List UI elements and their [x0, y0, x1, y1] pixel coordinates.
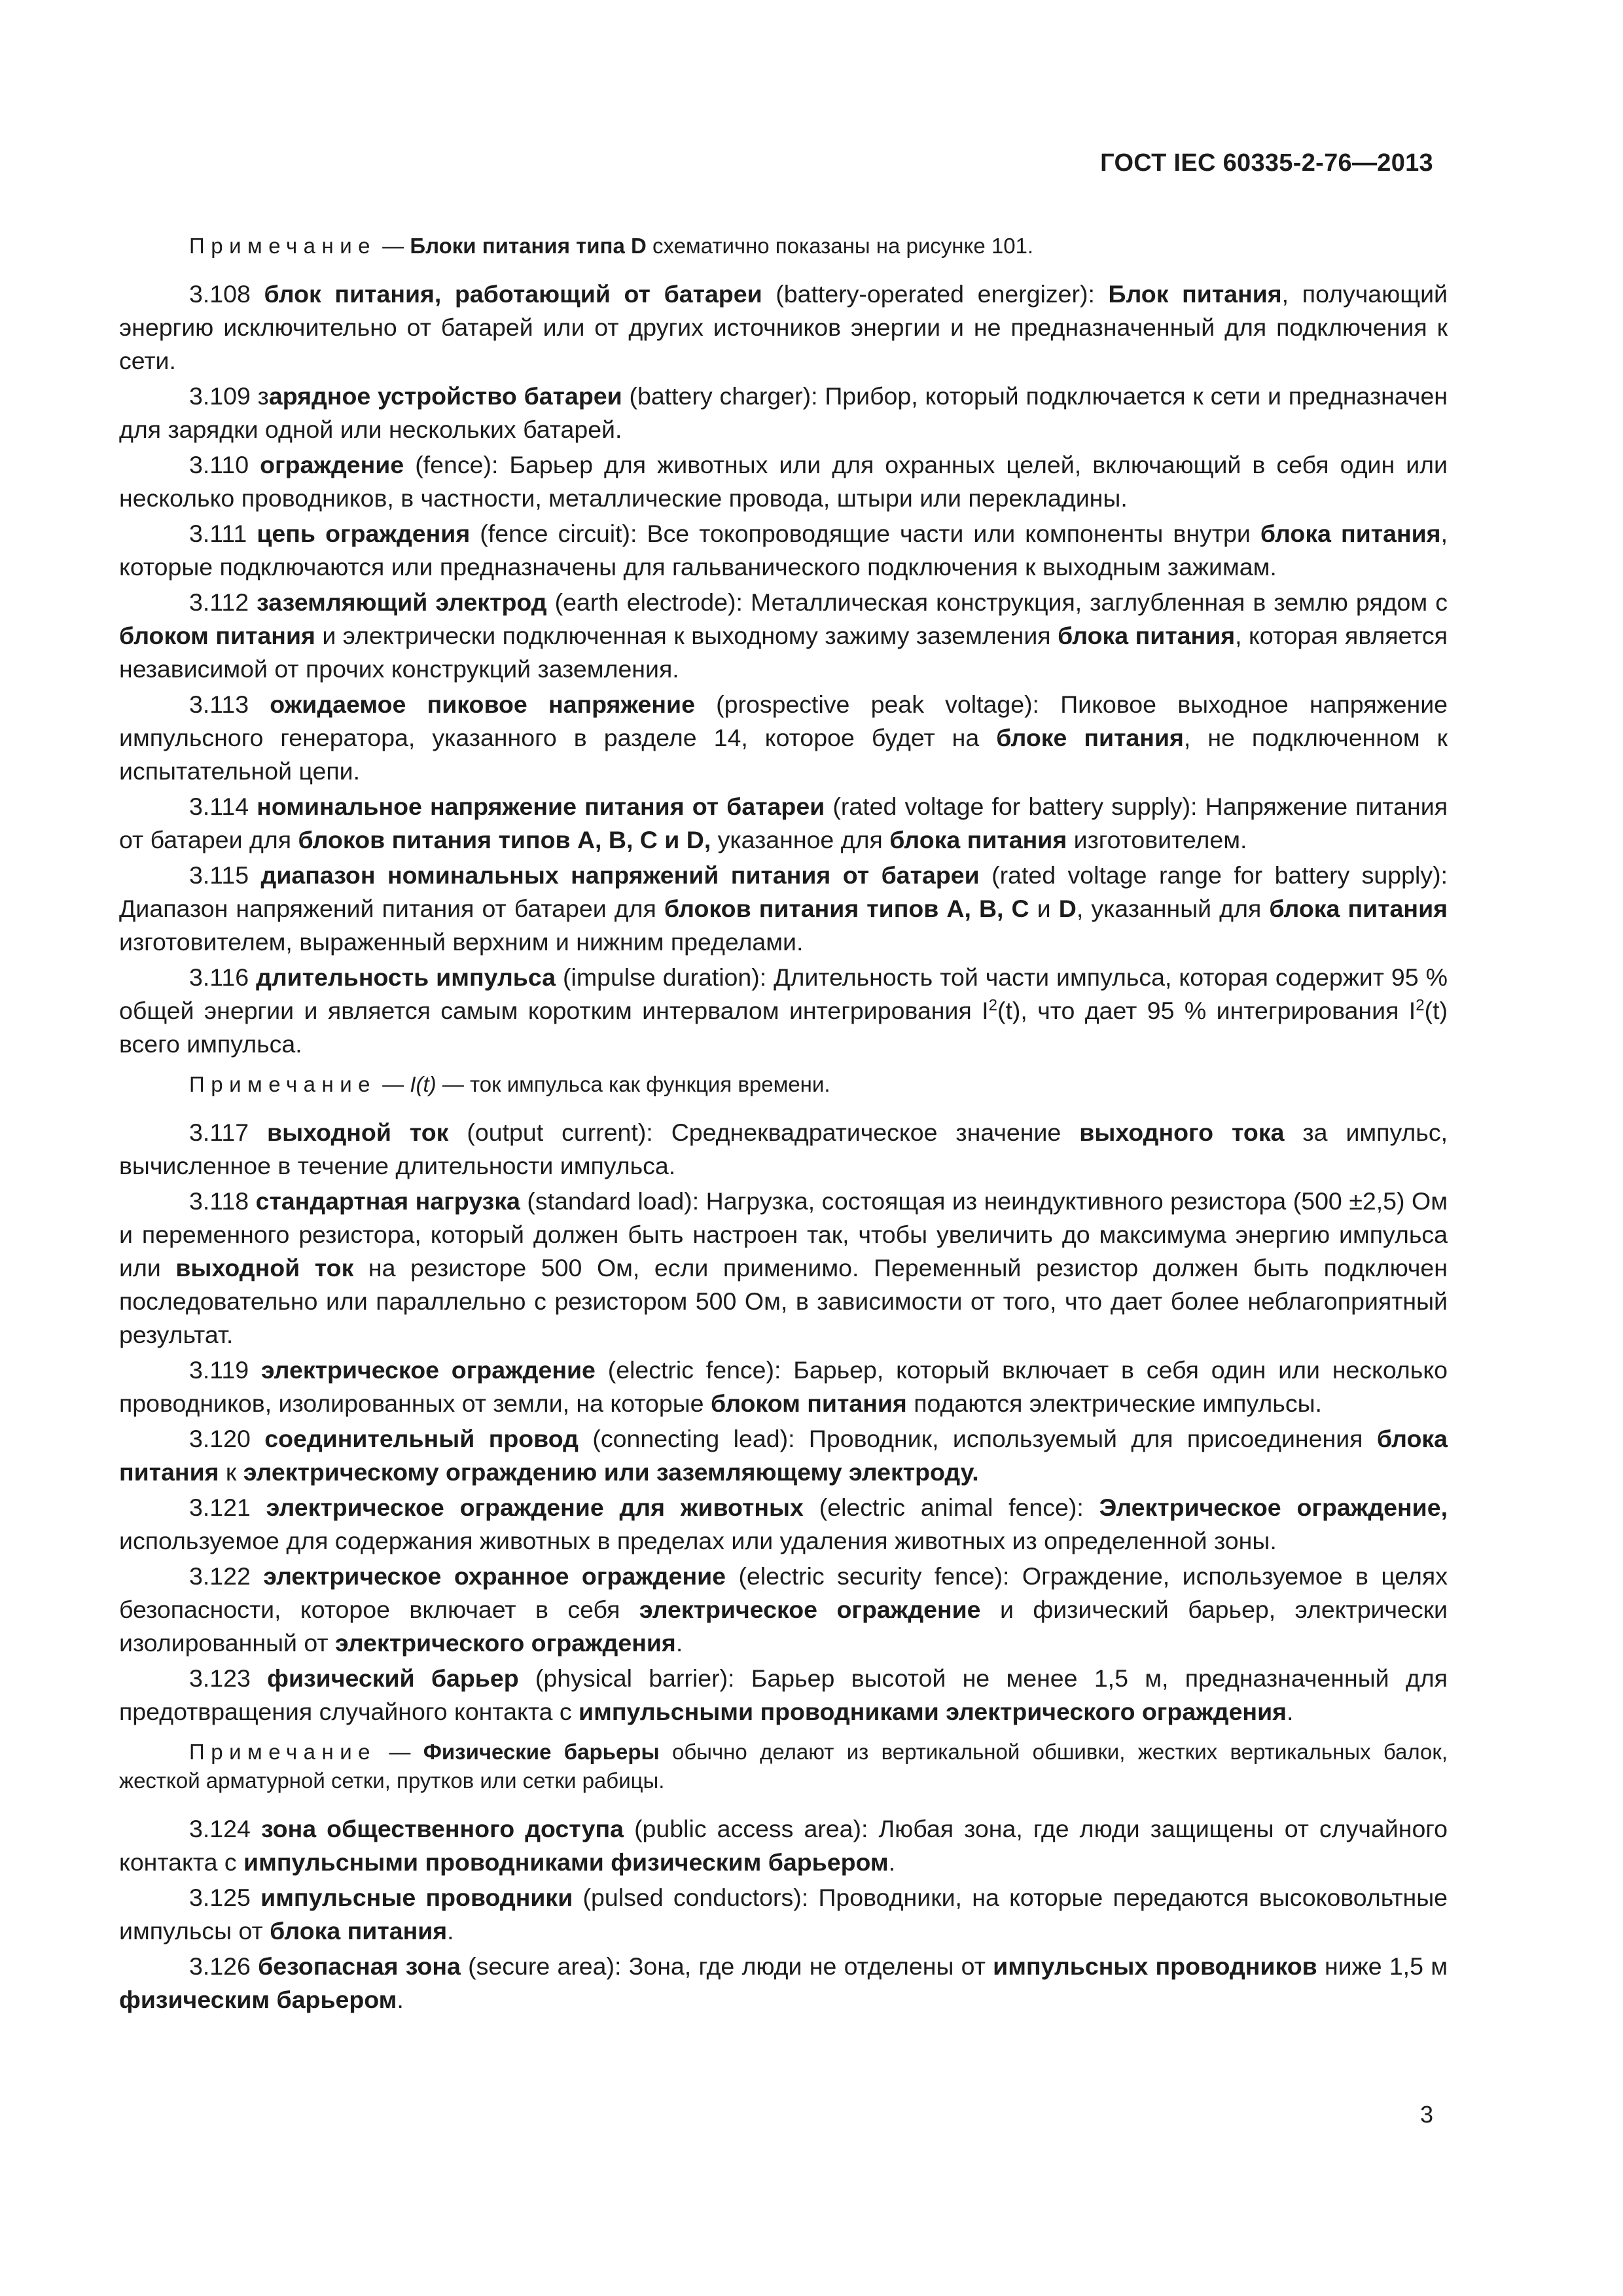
text-run: 3.111 — [189, 520, 257, 547]
term-bold: D — [1058, 895, 1077, 922]
text-run: . — [675, 1629, 683, 1657]
text-run: 2 — [1416, 996, 1425, 1014]
text-run: (rated voltage range for battery supply): Диапазон напряжений питания от батареи для — [119, 861, 1448, 922]
note-paragraph — [119, 1738, 1448, 1795]
text-run: — — [376, 1740, 423, 1764]
term-bold: импульсными проводниками физическим барьером — [243, 1848, 889, 1876]
definition-paragraph — [119, 688, 1448, 788]
term-bold: цепь ограждения — [257, 520, 471, 547]
definition-paragraph — [119, 1491, 1448, 1558]
text-run: . — [397, 1986, 404, 2013]
term-bold: ограждение — [260, 451, 404, 478]
term-bold: электрического ограждения — [335, 1629, 676, 1657]
term-bold: арядное устройство батареи — [268, 382, 622, 410]
text-run: схематично показаны на рисунке 101. — [646, 234, 1034, 258]
note-label: Примечание — [189, 1740, 377, 1764]
text-run: 3.113 — [189, 691, 270, 718]
term-bold: стандартная нагрузка — [255, 1187, 520, 1215]
term-bold: электрическое ограждение — [260, 1356, 596, 1384]
text-run: 2 — [988, 996, 997, 1014]
text-run: , которая является независимой от прочих конструкций заземления. — [119, 622, 1448, 683]
term-bold: диапазон номинальных напряжений питания от батареи — [260, 861, 980, 889]
text-run: I(t) — [410, 1072, 437, 1096]
term-bold: блоком питания — [119, 622, 315, 649]
text-run: (output current): Среднеквадратическое значение — [448, 1119, 1080, 1146]
term-bold: безопасная зона — [258, 1952, 461, 1980]
term-bold: блок питания, работающий от батареи — [264, 280, 762, 308]
text-run: (connecting lead): Проводник, используемый для присоединения — [578, 1425, 1377, 1452]
text-run: (battery charger): Прибор, который подключается к сети и предназначен для зарядки одной или нескольких батарей. — [119, 382, 1448, 443]
text-run: 3.112 — [189, 588, 257, 616]
text-run: (pulsed conductors): Проводники, на которые передаются высоковольтные импульсы от — [119, 1884, 1448, 1945]
text-run: 3.126 — [189, 1952, 259, 1980]
definition-paragraph — [119, 1422, 1448, 1489]
term-bold: импульсными проводниками электрического ограждения — [579, 1698, 1287, 1725]
note-label: Примечание — [189, 1072, 377, 1096]
text-run: , которые подключаются или предназначены для гальванического подключения к выходным зажимам. — [119, 520, 1448, 581]
term-bold: выходного тока — [1079, 1119, 1285, 1146]
definition-paragraph — [119, 586, 1448, 686]
term-bold: блока питания — [889, 826, 1067, 853]
term-bold: электрическое охранное ограждение — [263, 1562, 726, 1590]
term-bold: электрическому ограждению или заземляющему электроду. — [243, 1458, 979, 1486]
term-bold: Электрическое ограждение, — [1099, 1494, 1448, 1521]
text-run: 3.118 — [189, 1187, 256, 1215]
text-run: за импульс, вычисленное в течение длительности импульса. — [119, 1119, 1448, 1179]
term-bold: импульсные проводники — [260, 1884, 573, 1911]
text-run: изготовителем, выраженный верхним и нижним пределами. — [119, 928, 804, 956]
text-run: и электрически подключенная к выходному зажиму заземления — [315, 622, 1058, 649]
text-run: (physical barrier): Барьер высотой не менее 1,5 м, предназначенный для предотвращения случайного контакта с — [119, 1664, 1448, 1725]
text-run: (secure area): Зона, где люди не отделены от — [460, 1952, 993, 1980]
text-run: — — [376, 1072, 410, 1096]
term-bold: электрическое ограждение для животных — [266, 1494, 804, 1521]
page-number: 3 — [1419, 2101, 1433, 2128]
text-run: (public access area): Любая зона, где люди защищены от случайного контакта с — [119, 1815, 1448, 1876]
term-bold: блока питания — [1058, 622, 1236, 649]
text-run: — — [376, 234, 410, 258]
text-run: 3.110 — [189, 451, 260, 478]
term-bold: Блоки питания типа D — [410, 234, 647, 258]
text-run: к — [219, 1458, 243, 1486]
term-bold: блока питания — [1260, 520, 1441, 547]
text-run: (earth electrode): Металлическая конструкция, заглубленная в землю рядом с — [546, 588, 1448, 616]
text-run: (rated voltage for battery supply): Напряжение питания от батареи для — [119, 793, 1448, 853]
term-bold: блоком питания — [710, 1390, 907, 1417]
text-run: (electric fence): Барьер, который включает в себя один или несколько проводников, изолированных от земли, на которые — [119, 1356, 1448, 1417]
term-bold: соединительный провод — [264, 1425, 579, 1452]
text-run: используемое для содержания животных в пределах или удаления животных из определенной зоны. — [119, 1527, 1277, 1554]
text-run: изготовителем. — [1067, 826, 1247, 853]
text-run: (electric security fence): Ограждение, используемое в целях безопасности, которое включает в себя — [119, 1562, 1448, 1623]
text-run: 3.115 — [189, 861, 261, 889]
definition-paragraph — [119, 961, 1448, 1061]
text-run: 3.124 — [189, 1815, 261, 1842]
text-run: . — [888, 1848, 896, 1876]
text-run: обычно делают из вертикальной обшивки, жестких вертикальных балок, жесткой арматурной сетки, прутков или сетки рабицы. — [119, 1740, 1448, 1793]
text-run: , указанный для — [1076, 895, 1270, 922]
note-paragraph — [119, 232, 1448, 260]
term-bold: импульсных проводников — [993, 1952, 1317, 1980]
text-run: 3.108 — [189, 280, 264, 308]
term-bold: заземляющий электрод — [257, 588, 547, 616]
text-run: (battery-operated energizer): — [762, 280, 1109, 308]
term-bold: зона общественного доступа — [260, 1815, 624, 1842]
term-bold: блока питания — [1269, 895, 1448, 922]
definition-paragraph — [119, 448, 1448, 515]
text-run: (impulse duration): Длительность той части импульса, которая содержит 95 % общей энергии и является самым коротким интервалом интегрирования I — [119, 963, 1448, 1024]
text-run: 3.116 — [189, 963, 257, 991]
definition-paragraph — [119, 859, 1448, 959]
term-bold: длительность импульса — [256, 963, 556, 991]
text-run: (fence circuit): Все токопроводящие части или компоненты внутри — [470, 520, 1260, 547]
definition-paragraph — [119, 1950, 1448, 2017]
document-code: ГОСТ IEC 60335-2-76—2013 — [1100, 149, 1433, 177]
text-run: . — [1287, 1698, 1294, 1725]
text-run: 3.120 — [189, 1425, 265, 1452]
text-run: на резисторе 500 Ом, если применимо. Переменный резистор должен быть подключен последовательно или параллельно с резистором 500 Ом, в зависимости от того, что дает более неблагоприятный результат. — [119, 1254, 1448, 1348]
term-bold: блоке питания — [996, 724, 1184, 751]
text-run: . — [447, 1917, 454, 1945]
term-bold: номинальное напряжение питания от батареи — [257, 793, 825, 820]
definition-paragraph — [119, 1662, 1448, 1729]
text-run: (standard load): Нагрузка, состоящая из неиндуктивного резистора (500 ±2,5) Ом и переменного резистора, который должен быть настроен так, чтобы увеличить до максимума энергию импульса или — [119, 1187, 1448, 1282]
text-run: (prospective peak voltage): Пиковое выходное напряжение импульсного генератора, указанного в разделе 14, которое будет на — [119, 691, 1448, 751]
term-bold: блока питания — [270, 1917, 448, 1945]
term-bold: физическим барьером — [119, 1986, 397, 2013]
text-run: и — [1029, 895, 1059, 922]
term-bold: блоков питания типов А, В, С и D, — [298, 826, 711, 853]
term-bold: блоков питания типов А, В, С — [664, 895, 1029, 922]
term-bold: Физические барьеры — [423, 1740, 660, 1764]
definition-paragraph — [119, 790, 1448, 857]
text-run: 3.117 — [189, 1119, 268, 1146]
text-run: (t) всего импульса. — [119, 997, 1448, 1058]
text-run: 3.121 — [189, 1494, 266, 1521]
text-run: , получающий энергию исключительно от батарей или от других источников энергии и не предназначенный для подключения к сети. — [119, 280, 1448, 374]
term-bold: выходной ток — [267, 1119, 449, 1146]
definition-paragraph — [119, 517, 1448, 584]
text-run: — ток импульса как функция времени. — [436, 1072, 830, 1096]
text-run: 3.114 — [189, 793, 257, 820]
note-paragraph — [119, 1070, 1448, 1099]
term-bold: Блок питания — [1108, 280, 1282, 308]
text-run: 3.122 — [189, 1562, 264, 1590]
term-bold: блока питания — [119, 1425, 1448, 1486]
term-bold: выходной ток — [175, 1254, 354, 1282]
text-run: , не подключенном к испытательной цепи. — [119, 724, 1448, 785]
text-run: 3.109 з — [189, 382, 269, 410]
definition-paragraph — [119, 1812, 1448, 1879]
definition-paragraph — [119, 1354, 1448, 1420]
definition-paragraph — [119, 1116, 1448, 1183]
text-run: (t), что дает 95 % интегрирования I — [997, 997, 1416, 1024]
text-run: ниже 1,5 м — [1317, 1952, 1448, 1980]
text-run: (fence): Барьер для животных или для охранных целей, включающий в себя один или несколько проводников, в частности, металлические провода, штыри или перекладины. — [119, 451, 1448, 512]
text-run: (electric animal fence): — [803, 1494, 1099, 1521]
text-run: 3.125 — [189, 1884, 261, 1911]
definition-paragraph — [119, 380, 1448, 446]
definition-paragraph — [119, 1881, 1448, 1948]
definition-paragraph — [119, 1560, 1448, 1660]
text-run: 3.123 — [189, 1664, 268, 1692]
term-bold: электрическое ограждение — [639, 1596, 981, 1623]
definition-paragraph — [119, 278, 1448, 378]
text-run: 3.119 — [189, 1356, 261, 1384]
note-label: Примечание — [189, 234, 377, 258]
text-run: и физический барьер, электрически изолированный от — [119, 1596, 1448, 1657]
term-bold: физический барьер — [267, 1664, 519, 1692]
text-run: указанное для — [711, 826, 890, 853]
term-bold: ожидаемое пиковое напряжение — [270, 691, 695, 718]
definition-paragraph — [119, 1185, 1448, 1352]
document-body — [119, 223, 1448, 2018]
text-run: подаются электрические импульсы. — [906, 1390, 1322, 1417]
